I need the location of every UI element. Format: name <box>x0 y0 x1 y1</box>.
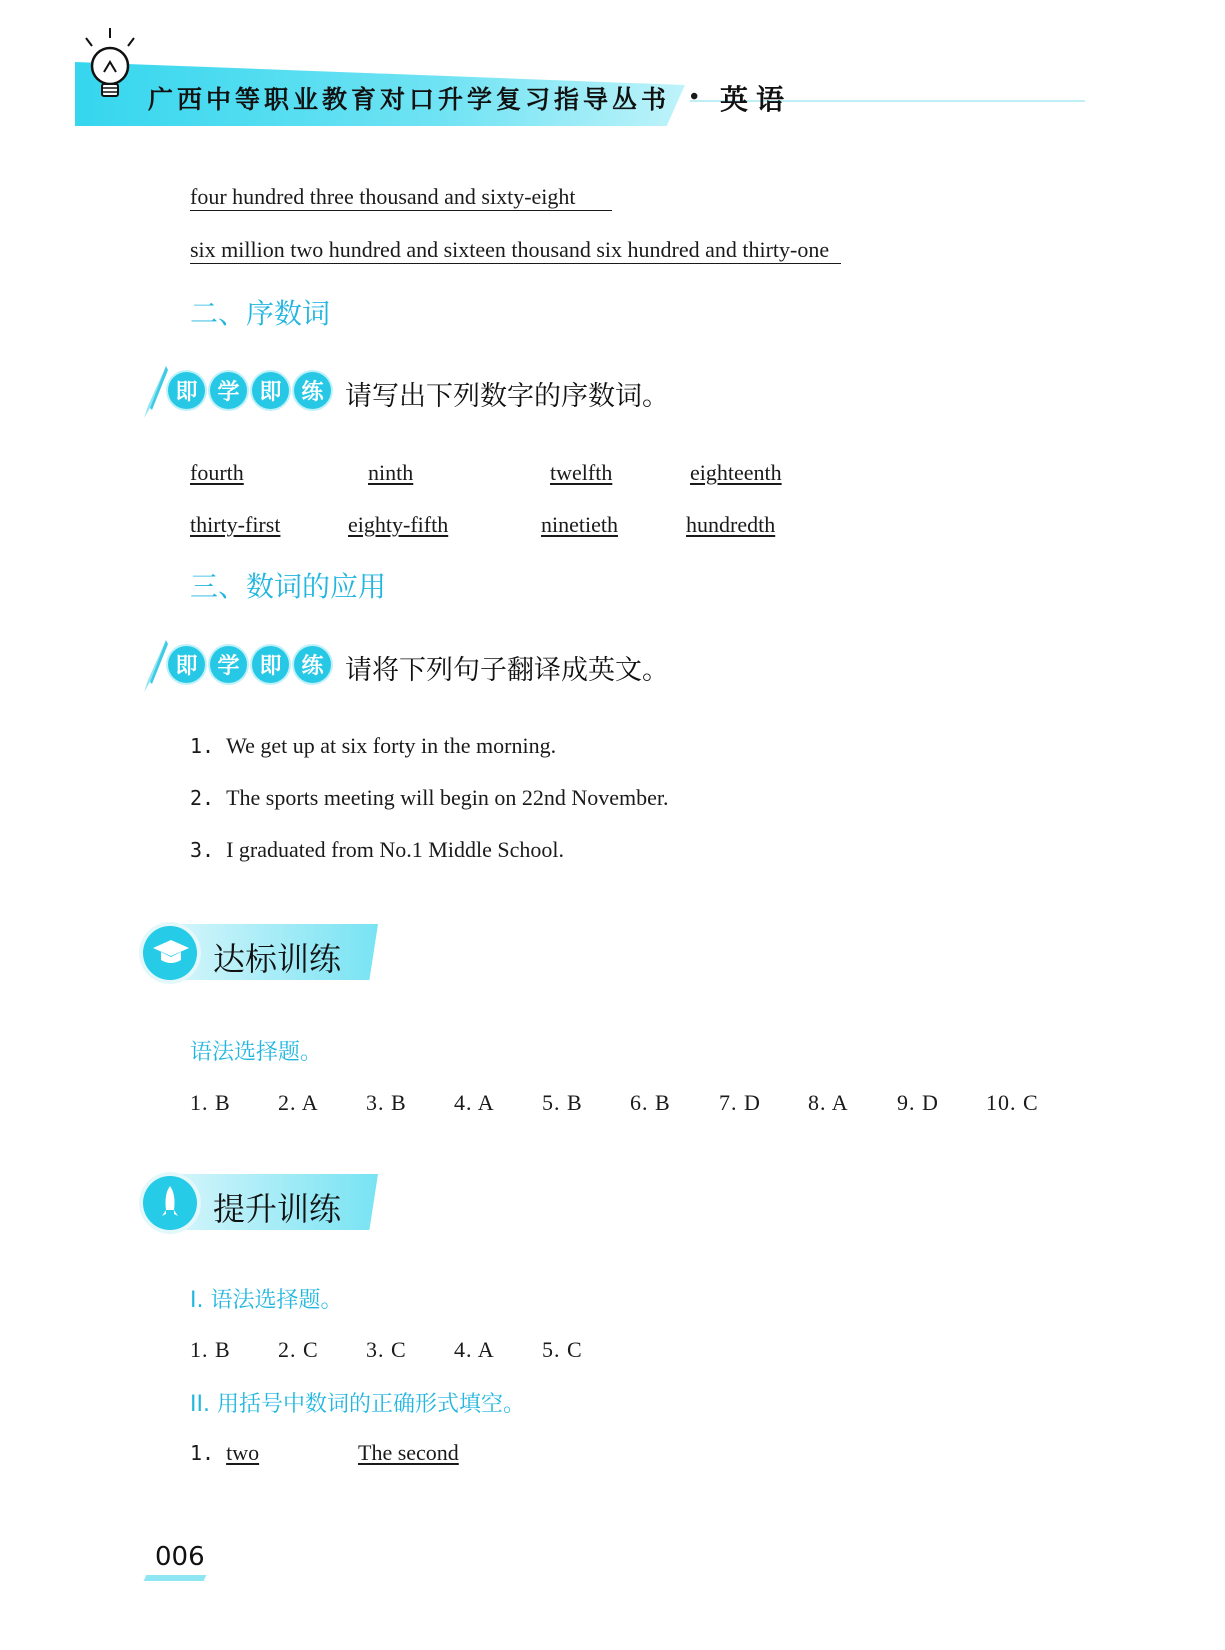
answer-item: 2. A <box>278 1090 319 1115</box>
practice-row-translate <box>140 638 740 694</box>
answer-item: 9. D <box>897 1090 939 1115</box>
answer-item: 5. C <box>542 1337 583 1362</box>
badge-char: 即 <box>168 646 205 683</box>
answer-item: 1. B <box>190 1337 231 1362</box>
answer-item: 10. C <box>986 1090 1039 1115</box>
answer-item: 4. A <box>454 1337 495 1362</box>
answer-item: 7. D <box>719 1090 761 1115</box>
ordinal-answer: fourth <box>190 460 244 485</box>
section-title-application: 三、数词的应用 <box>190 570 387 603</box>
answer-item: 5. B <box>542 1090 583 1115</box>
pen-icon <box>140 364 170 420</box>
badge-char: 学 <box>210 646 247 683</box>
rocket-icon <box>143 1176 197 1230</box>
answer-item: 3. B <box>366 1090 407 1115</box>
page-number-underline <box>144 1575 207 1581</box>
answer-item: 4. A <box>454 1090 495 1115</box>
section-title-ordinals: 二、序数词 <box>190 297 331 330</box>
answer-item: 8. A <box>808 1090 849 1115</box>
ordinal-answer: thirty-first <box>190 512 281 537</box>
subsection-title: I. 语法选择题。 <box>190 1288 343 1313</box>
answer-row <box>190 1090 1039 1116</box>
pen-icon <box>140 638 170 694</box>
banner-title: 提升训练 <box>213 1190 342 1228</box>
translation-sentence: 2. The sports meeting will begin on 22nd November. <box>190 785 669 810</box>
badge-char: 练 <box>294 372 331 409</box>
answer-row <box>190 1337 583 1363</box>
header-dot: • <box>690 84 699 110</box>
subsection-title: II. 用括号中数词的正确形式填空。 <box>190 1392 525 1417</box>
subject-title: 英语 <box>720 83 793 116</box>
practice-badge <box>168 372 331 409</box>
fill-blank-row: 1. two <box>190 1440 260 1465</box>
cardinal-answer-1: four hundred three thousand and sixty-eight <box>190 184 612 210</box>
page-number: 006 <box>155 1542 205 1572</box>
answer-item: 3. C <box>366 1337 407 1362</box>
badge-char: 学 <box>210 372 247 409</box>
badge-char: 即 <box>252 646 289 683</box>
ordinal-answer: eighteenth <box>690 460 782 485</box>
series-title: 广西中等职业教育对口升学复习指导丛书 <box>148 85 671 114</box>
answer-item: 6. B <box>630 1090 671 1115</box>
practice-instruction: 请写出下列数字的序数词。 <box>345 381 669 412</box>
subsection-title: 语法选择题。 <box>190 1040 323 1065</box>
practice-row-ordinals <box>140 364 740 420</box>
badge-char: 练 <box>294 646 331 683</box>
fill-blank-answer: The second <box>358 1440 459 1465</box>
answer-item: 2. C <box>278 1337 319 1362</box>
lightbulb-icon <box>80 26 140 116</box>
answer-item: 1. B <box>190 1090 231 1115</box>
ordinal-answer: ninth <box>368 460 414 485</box>
badge-char: 即 <box>168 372 205 409</box>
banner-tisheng <box>143 1172 378 1236</box>
cardinal-answer-2: six million two hundred and sixteen thousand six hundred and thirty-one <box>190 237 841 263</box>
ordinal-answer: twelfth <box>550 460 613 485</box>
banner-title: 达标训练 <box>213 940 342 978</box>
banner-dabiao <box>143 922 378 986</box>
ordinal-answer: hundredth <box>686 512 776 537</box>
practice-instruction: 请将下列句子翻译成英文。 <box>345 655 669 686</box>
badge-char: 即 <box>252 372 289 409</box>
translation-sentence: 3. I graduated from No.1 Middle School. <box>190 837 564 862</box>
practice-badge <box>168 646 331 683</box>
ordinal-answer: ninetieth <box>541 512 618 537</box>
graduation-cap-icon <box>143 926 197 980</box>
translation-sentence: 1. We get up at six forty in the morning. <box>190 733 557 758</box>
ordinal-answer: eighty-fifth <box>348 512 449 537</box>
